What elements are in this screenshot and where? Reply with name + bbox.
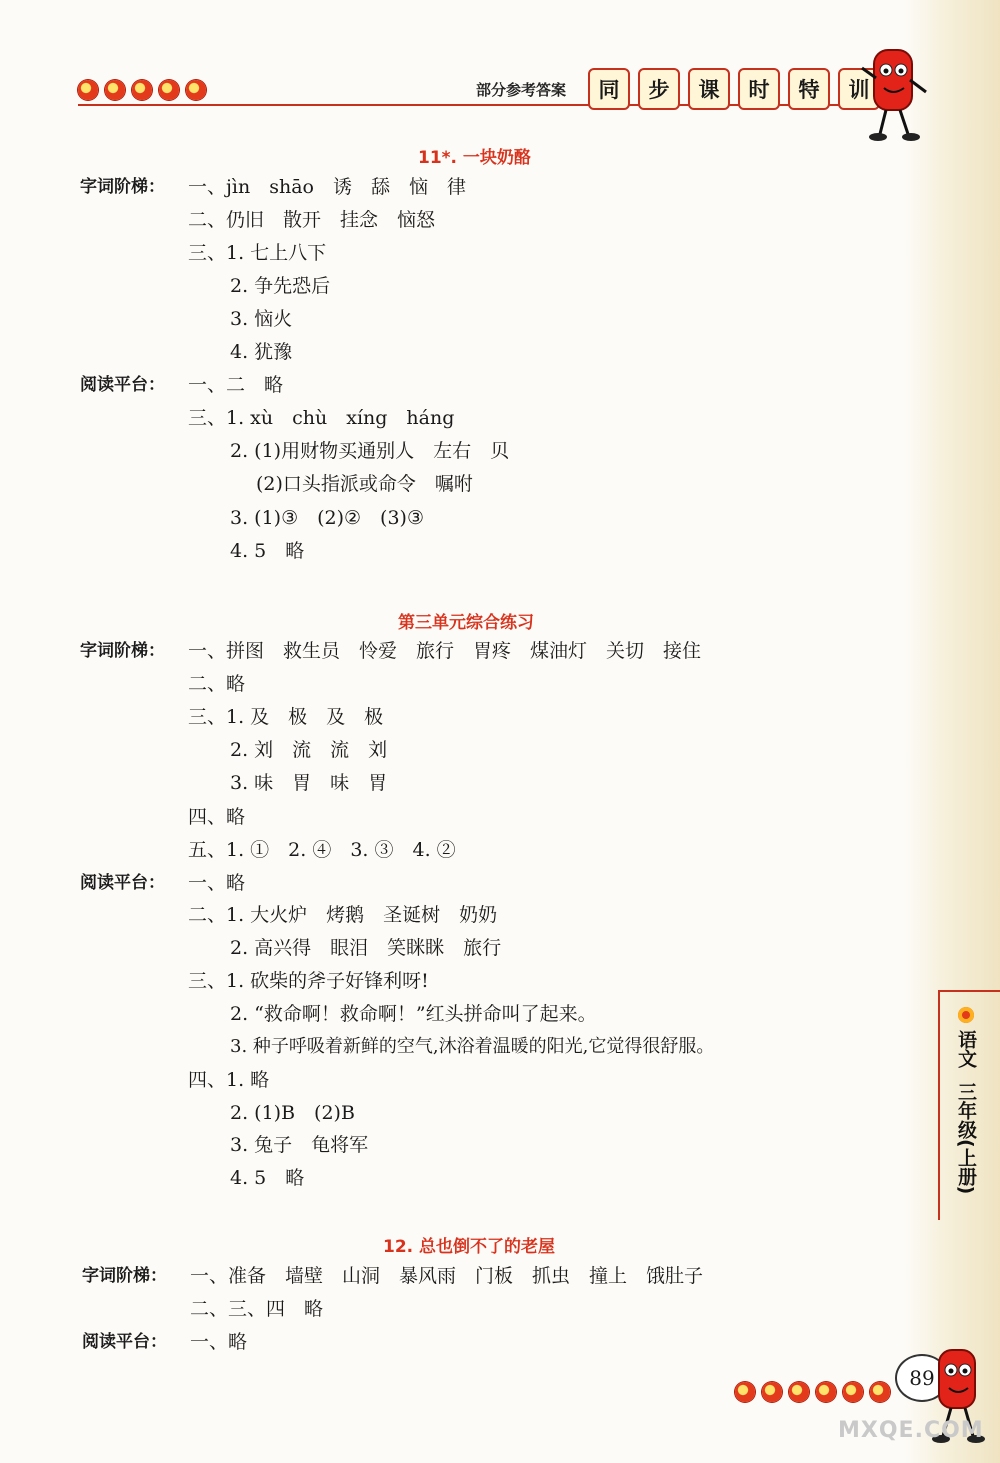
answer-line: 四、1. 略 — [188, 1069, 270, 1091]
answer-line: 4. 犹豫 — [230, 341, 293, 363]
answer-line: 一、准备 墙壁 山洞 暴风雨 门板 抓虫 撞上 饿肚子 — [190, 1265, 704, 1287]
answer-line: 五、1. ① 2. ④ 3. ③ 4. ② — [188, 839, 456, 861]
answer-line: (2)口头指派或命令 嘱咐 — [256, 473, 473, 495]
title-char: 步 — [638, 68, 680, 110]
dot-icon — [159, 80, 179, 100]
answer-line: 三、1. 及 极 及 极 — [188, 706, 384, 728]
answer-line: 三、1. 七上八下 — [188, 242, 327, 264]
answer-line: 二、仍旧 散开 挂念 恼怒 — [188, 209, 436, 231]
dot-icon — [132, 80, 152, 100]
sidebar-rule — [938, 990, 940, 1220]
label-reading: 阅读平台： — [80, 375, 165, 395]
watermark: MXQE.COM — [838, 1418, 984, 1443]
dot-icon — [762, 1382, 782, 1402]
answer-line: 3. 味 胃 味 胃 — [230, 772, 388, 794]
header-label: 部分参考答案 — [476, 81, 567, 99]
sidebar-grade: 三年级(上册) — [955, 1082, 977, 1195]
answer-line: 4. 5 略 — [230, 540, 305, 562]
answer-line: 2. 高兴得 眼泪 笑眯眯 旅行 — [230, 937, 502, 959]
section-title: 第三单元综合练习 — [398, 613, 534, 633]
dot-icon — [843, 1382, 863, 1402]
dot-icon — [816, 1382, 836, 1402]
label-reading: 阅读平台： — [80, 873, 165, 893]
answer-line: 二、1. 大火炉 烤鹅 圣诞树 奶奶 — [188, 904, 498, 926]
answer-line: 一、jìn shāo 诱 舔 恼 律 — [188, 176, 466, 198]
section-title: 12. 总也倒不了的老屋 — [383, 1237, 556, 1257]
answer-line: 2. “救命啊！救命啊！”红头拼命叫了起来。 — [230, 1003, 597, 1025]
answer-line: 一、拼图 救生员 怜爱 旅行 胃疼 煤油灯 关切 接住 — [188, 640, 702, 662]
answer-line: 一、二 略 — [188, 374, 284, 396]
label-vocab: 字词阶梯： — [82, 1266, 167, 1286]
answer-line: 2. (1)用财物买通别人 左右 贝 — [230, 440, 510, 462]
answer-line: 三、1. xù chù xíng háng — [188, 407, 455, 429]
answer-line: 二、略 — [188, 673, 246, 695]
answer-line: 四、略 — [188, 806, 246, 828]
answer-line: 2. (1)B (2)B — [230, 1102, 355, 1124]
dot-icon — [789, 1382, 809, 1402]
answer-line: 一、略 — [190, 1331, 248, 1353]
book-title — [588, 68, 880, 110]
title-char: 特 — [788, 68, 830, 110]
page-number: 89 — [895, 1354, 949, 1402]
answer-line: 一、略 — [188, 872, 246, 894]
answer-line: 3. 恼火 — [230, 308, 293, 330]
dot-icon — [186, 80, 206, 100]
dot-icon — [958, 1007, 974, 1023]
footer-decoration-dots — [735, 1382, 890, 1402]
answer-line: 3. (1)③ (2)② (3)③ — [230, 507, 425, 529]
title-char: 时 — [738, 68, 780, 110]
label-vocab: 字词阶梯： — [80, 641, 165, 661]
dot-icon — [105, 80, 125, 100]
page-edge-strip — [905, 0, 1000, 1463]
answer-line: 2. 争先恐后 — [230, 275, 331, 297]
dot-icon — [735, 1382, 755, 1402]
label-reading: 阅读平台： — [82, 1332, 167, 1352]
answer-line: 2. 刘 流 流 刘 — [230, 739, 388, 761]
title-char: 训 — [838, 68, 880, 110]
title-char: 同 — [588, 68, 630, 110]
answer-line: 三、1. 砍柴的斧子好锋利呀! — [188, 970, 429, 992]
header-decoration-dots — [78, 80, 206, 100]
mascot-icon — [858, 38, 930, 148]
answer-line: 二、三、四 略 — [190, 1298, 324, 1320]
answer-line: 3. 种子呼吸着新鲜的空气,沐浴着温暖的阳光,它觉得很舒服。 — [230, 1036, 715, 1057]
answer-line: 4. 5 略 — [230, 1167, 305, 1189]
dot-icon — [78, 80, 98, 100]
answer-line: 3. 兔子 龟将军 — [230, 1134, 369, 1156]
title-char: 课 — [688, 68, 730, 110]
label-vocab: 字词阶梯： — [80, 177, 165, 197]
dot-icon — [870, 1382, 890, 1402]
section-title: 11*. 一块奶酪 — [418, 148, 531, 168]
sidebar-rule — [938, 990, 1000, 992]
sidebar-subject: 语文 — [955, 1030, 977, 1068]
